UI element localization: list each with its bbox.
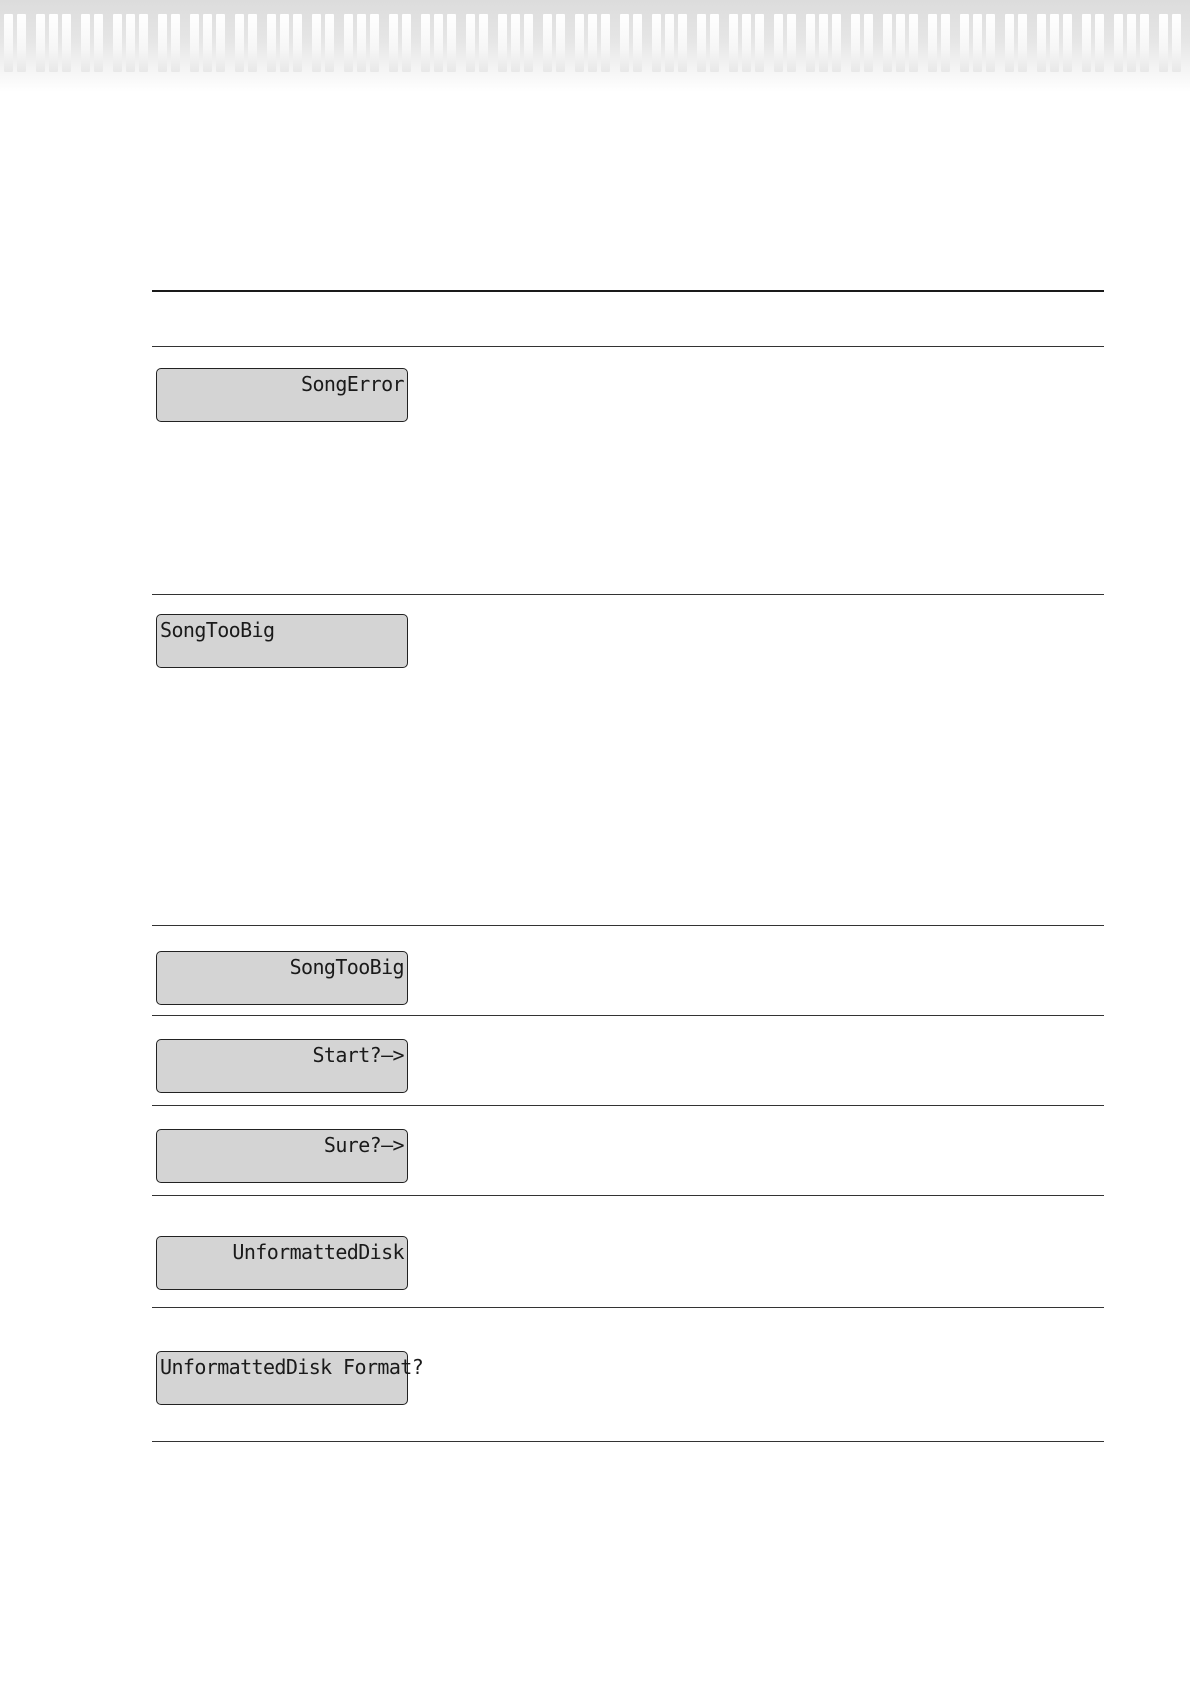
piano-key — [357, 14, 366, 72]
piano-key-group — [389, 14, 411, 72]
piano-key — [633, 14, 642, 72]
piano-key-group — [1037, 14, 1072, 72]
piano-key — [1082, 14, 1091, 72]
row-divider — [152, 925, 1104, 926]
piano-key — [62, 14, 71, 72]
piano-key — [665, 14, 674, 72]
piano-key-group — [543, 14, 565, 72]
piano-key — [543, 14, 552, 72]
piano-key-group — [928, 14, 950, 72]
piano-key — [389, 14, 398, 72]
piano-key — [710, 14, 719, 72]
piano-key — [267, 14, 276, 72]
lcd-display-unformatted-disk-format — [156, 1351, 424, 1405]
piano-key — [203, 14, 212, 72]
lcd-message-text: SongError — [301, 372, 404, 396]
piano-key-group — [1082, 14, 1104, 72]
table-header-rule — [152, 346, 1104, 347]
piano-key-group — [36, 14, 71, 72]
piano-key-group — [267, 14, 302, 72]
piano-key — [190, 14, 199, 72]
piano-key — [479, 14, 488, 72]
piano-key — [832, 14, 841, 72]
piano-key-group — [851, 14, 873, 72]
piano-key — [774, 14, 783, 72]
piano-key-group — [466, 14, 488, 72]
piano-key — [678, 14, 687, 72]
piano-key — [216, 14, 225, 72]
lcd-message-text: Sure?—> — [323, 1133, 404, 1157]
piano-key — [819, 14, 828, 72]
piano-key — [1005, 14, 1014, 72]
header-banner — [0, 0, 1190, 92]
piano-key — [1037, 14, 1046, 72]
piano-key — [588, 14, 597, 72]
piano-key-group — [697, 14, 719, 72]
row-divider — [152, 594, 1104, 595]
piano-key — [941, 14, 950, 72]
piano-key-group — [729, 14, 764, 72]
piano-key — [928, 14, 937, 72]
piano-key — [575, 14, 584, 72]
piano-key — [973, 14, 982, 72]
piano-keys-decoration — [0, 14, 1190, 72]
piano-key-group — [235, 14, 257, 72]
piano-key — [235, 14, 244, 72]
piano-key-group — [81, 14, 103, 72]
piano-key-group — [344, 14, 379, 72]
row-divider — [152, 1105, 1104, 1106]
piano-key — [864, 14, 873, 72]
piano-key-group — [806, 14, 841, 72]
piano-key — [421, 14, 430, 72]
piano-key — [1095, 14, 1104, 72]
lcd-display-sure — [156, 1129, 408, 1183]
lcd-message-text: Start?—> — [312, 1043, 404, 1067]
piano-key — [113, 14, 122, 72]
piano-key — [896, 14, 905, 72]
piano-key — [325, 14, 334, 72]
row-divider — [152, 1307, 1104, 1308]
piano-key — [524, 14, 533, 72]
piano-key — [620, 14, 629, 72]
piano-key — [1050, 14, 1059, 72]
piano-key — [434, 14, 443, 72]
piano-key — [402, 14, 411, 72]
piano-key — [447, 14, 456, 72]
piano-key — [293, 14, 302, 72]
piano-key — [556, 14, 565, 72]
piano-key — [4, 14, 13, 72]
piano-key-group — [113, 14, 148, 72]
piano-key-group — [4, 14, 26, 72]
piano-key — [498, 14, 507, 72]
piano-key-group — [421, 14, 456, 72]
piano-key-group — [1114, 14, 1149, 72]
piano-key — [1063, 14, 1072, 72]
piano-key — [81, 14, 90, 72]
piano-key — [171, 14, 180, 72]
piano-key — [697, 14, 706, 72]
lcd-message-text: UnformattedDisk — [232, 1240, 404, 1264]
lcd-message-text: UnformattedDisk Format? — [160, 1355, 424, 1379]
piano-key — [601, 14, 610, 72]
piano-key-group — [883, 14, 918, 72]
piano-key — [1159, 14, 1168, 72]
piano-key — [1114, 14, 1123, 72]
piano-key — [139, 14, 148, 72]
piano-key-group — [1005, 14, 1027, 72]
piano-key — [851, 14, 860, 72]
piano-key — [652, 14, 661, 72]
piano-key — [158, 14, 167, 72]
piano-key — [49, 14, 58, 72]
piano-key — [17, 14, 26, 72]
piano-key — [370, 14, 379, 72]
piano-key — [960, 14, 969, 72]
lcd-display-song-too-big — [156, 951, 408, 1005]
piano-key — [312, 14, 321, 72]
piano-key-group — [312, 14, 334, 72]
row-divider — [152, 1015, 1104, 1016]
piano-key-group — [575, 14, 610, 72]
table-top-rule — [152, 290, 1104, 292]
piano-key-group — [190, 14, 225, 72]
piano-key — [1172, 14, 1181, 72]
piano-key — [466, 14, 475, 72]
piano-key-group — [652, 14, 687, 72]
piano-key-group — [774, 14, 796, 72]
piano-key — [94, 14, 103, 72]
piano-key — [883, 14, 892, 72]
lcd-display-song-error — [156, 368, 408, 422]
piano-key — [729, 14, 738, 72]
piano-key — [248, 14, 257, 72]
piano-key-group — [498, 14, 533, 72]
lcd-message-text: SongTooBig — [289, 955, 404, 979]
piano-key — [511, 14, 520, 72]
piano-key — [1140, 14, 1149, 72]
piano-key — [280, 14, 289, 72]
piano-key — [344, 14, 353, 72]
piano-key — [787, 14, 796, 72]
piano-key-group — [960, 14, 995, 72]
piano-key — [126, 14, 135, 72]
piano-key — [1018, 14, 1027, 72]
piano-key — [909, 14, 918, 72]
piano-key — [742, 14, 751, 72]
piano-key — [755, 14, 764, 72]
table-bottom-rule — [152, 1441, 1104, 1442]
lcd-message-text: SongTooBig — [160, 618, 275, 642]
lcd-display-start — [156, 1039, 408, 1093]
piano-key-group — [1159, 14, 1181, 72]
piano-key — [806, 14, 815, 72]
piano-key — [1127, 14, 1136, 72]
lcd-display-song-too-big — [156, 614, 408, 668]
lcd-display-unformatted-disk — [156, 1236, 408, 1290]
piano-key-group — [158, 14, 180, 72]
piano-key — [36, 14, 45, 72]
piano-key-group — [620, 14, 642, 72]
row-divider — [152, 1195, 1104, 1196]
piano-key — [986, 14, 995, 72]
